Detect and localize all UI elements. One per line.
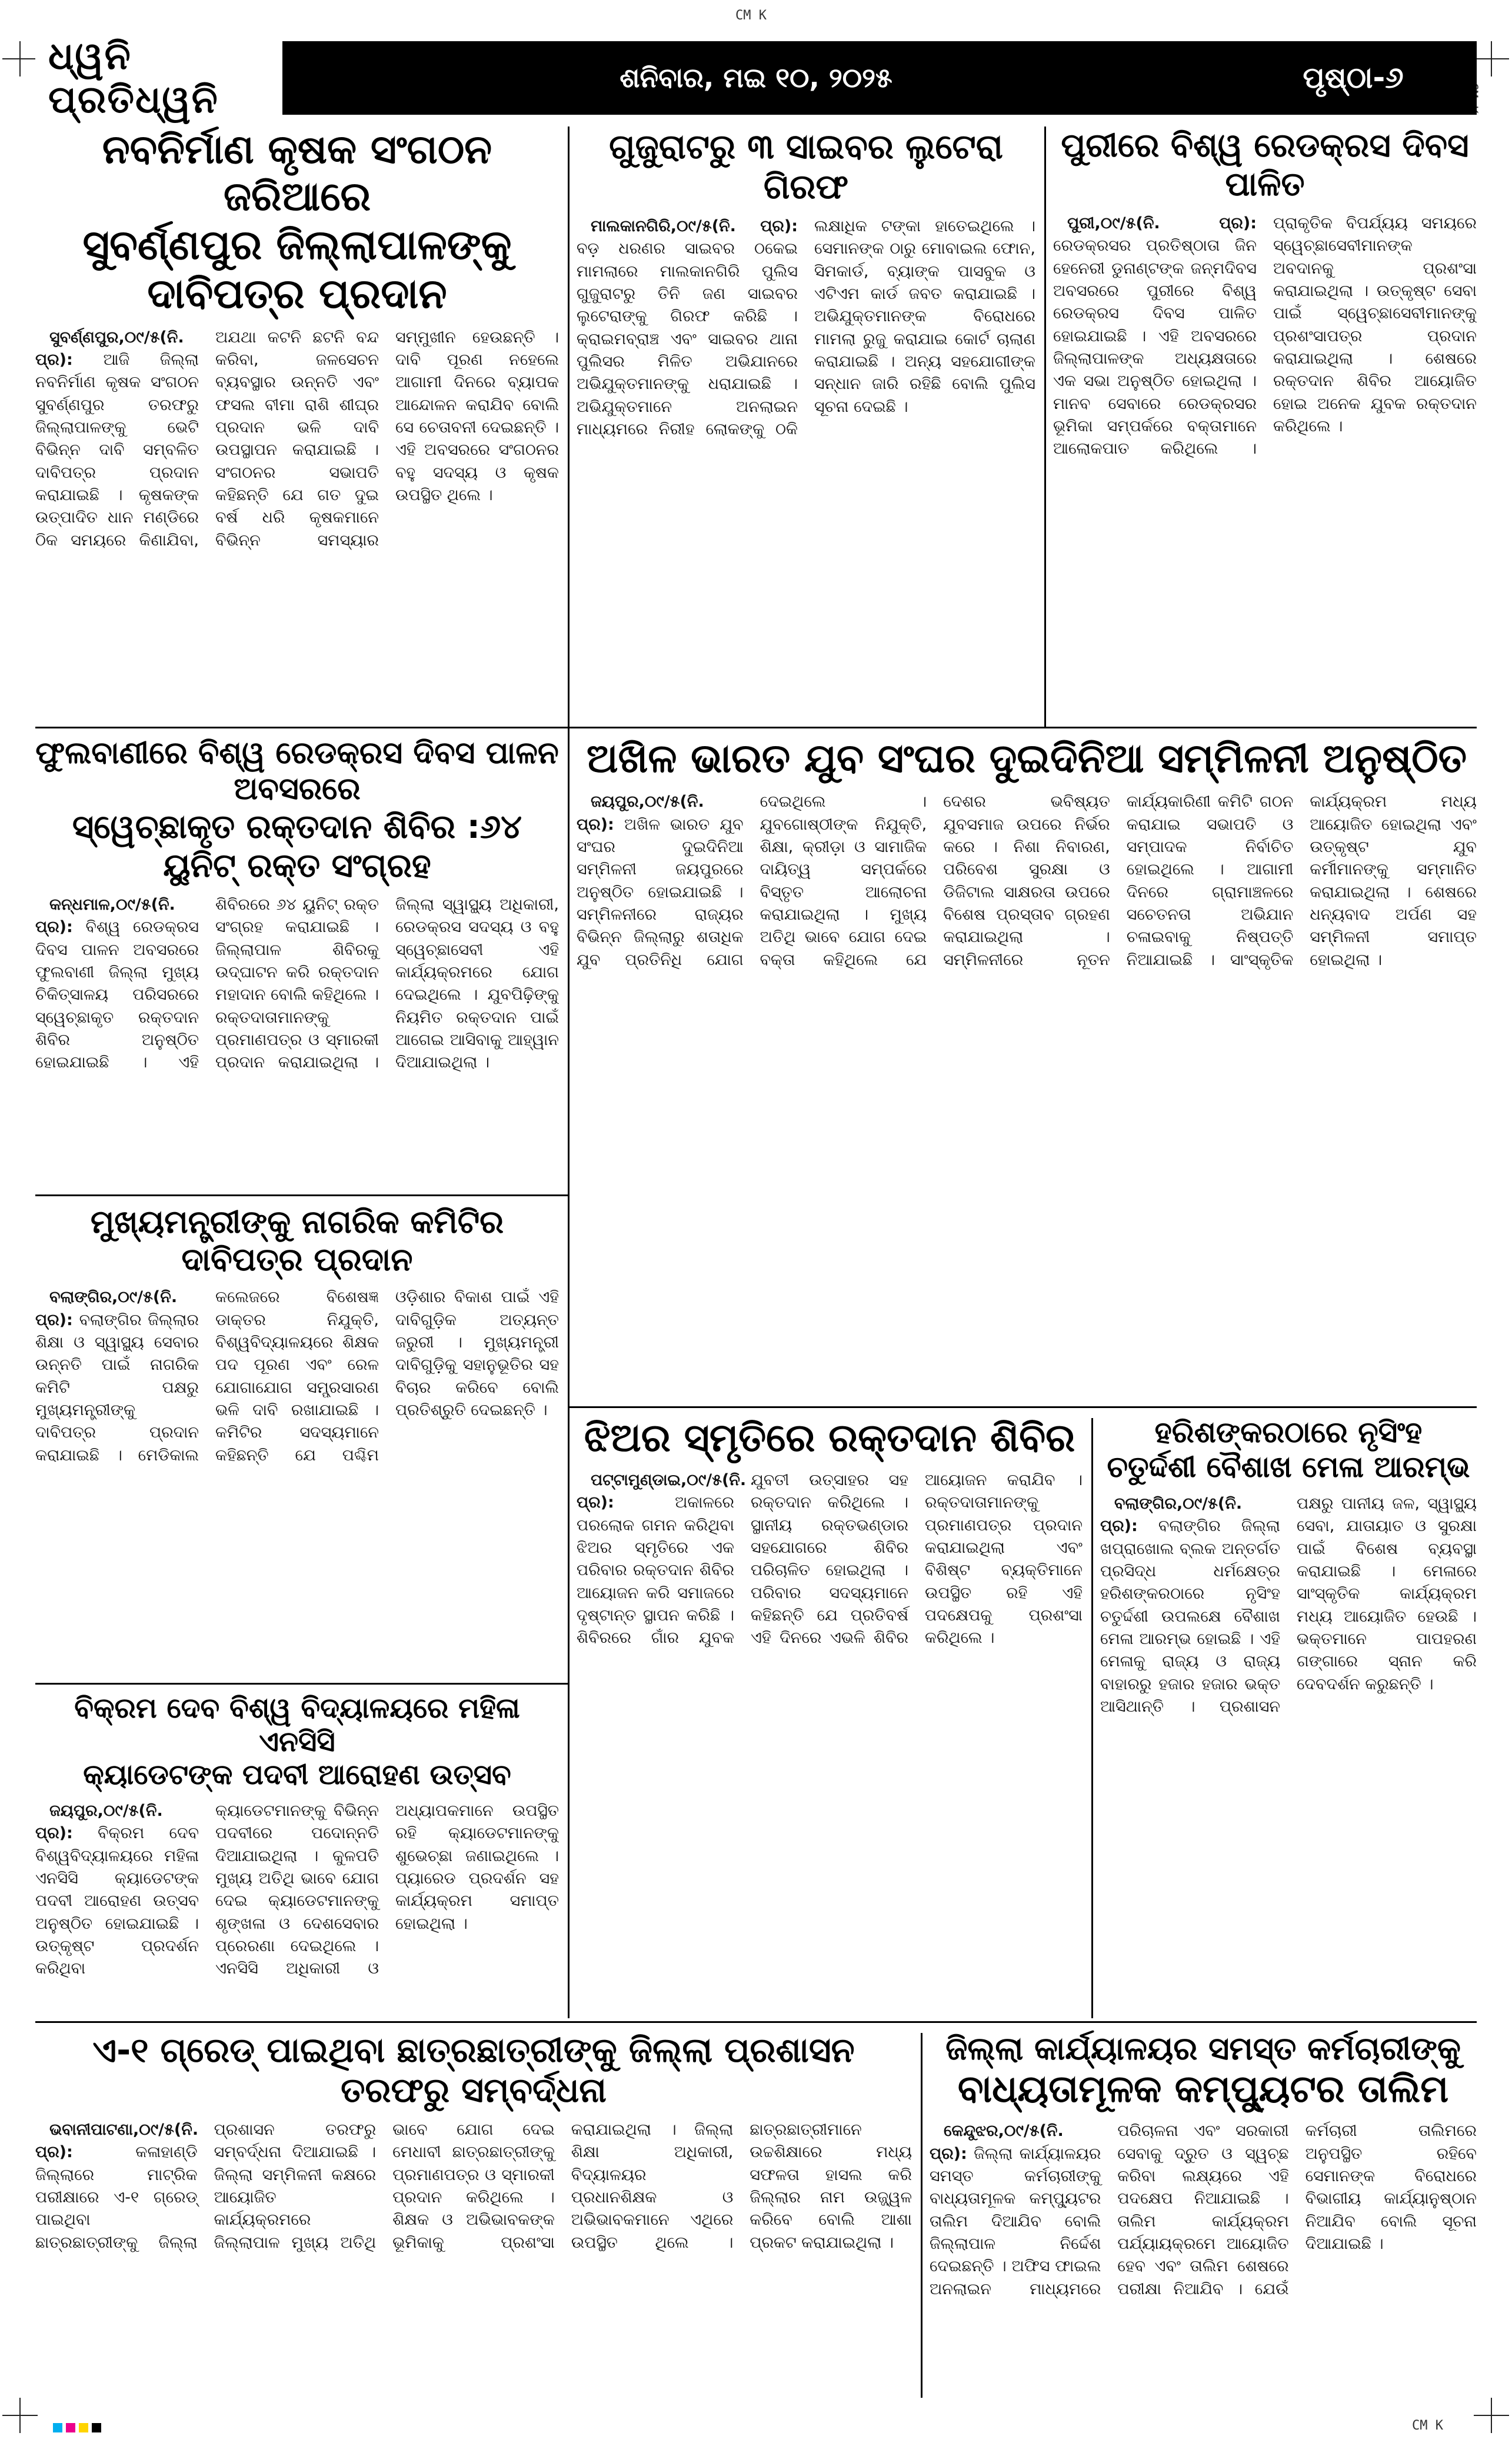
color-swatch-magenta: [66, 2423, 75, 2432]
article-puri-redcross: [1053, 127, 1477, 721]
article-body: [930, 2120, 1477, 2301]
article-text: ବଡ଼ ଧରଣର ସାଇବର ଠକେଇ ମାମଲାରେ ମାଲକାନଗିରି ପୁଲିସ ଗୁଜୁରାଟରୁ ତିନି ଜଣ ସାଇବର ଲୁଟେରାଙ୍କୁ ଗିରଫ କରିଛି । କ୍ରାଇମବ୍ରାଞ୍ଚ ଏବଂ ସାଇବର ଥାନା ପୁଲିସର ମିଳିତ ଅଭିଯାନରେ ଅଭିଯୁକ୍ତମାନଙ୍କୁ ଧରାଯାଇଛି । ଅଭିଯୁକ୍ତମାନେ ଅନଲାଇନ ମାଧ୍ୟମରେ ନିରୀହ ଲୋକଙ୍କୁ ଠକି ଲକ୍ଷାଧିକ ଟଙ୍କା ହାତେଇଥିଲେ । ସେମାନଙ୍କ ଠାରୁ ମୋବାଇଲ ଫୋନ, ସିମକାର୍ଡ, ବ୍ୟାଙ୍କ ପାସବୁକ ଓ ଏଟିଏମ କାର୍ଡ ଜବତ କରାଯାଇଛି । ଅଭିଯୁକ୍ତମାନଙ୍କ ବିରୋଧରେ ମାମଲା ରୁଜୁ କରାଯାଇ କୋର୍ଟ ଚାଲାଣ କରାଯାଇଛି । ଅନ୍ୟ ସହଯୋଗୀଙ୍କ ସନ୍ଧାନ ଜାରି ରହିଛି ବୋଲି ପୁଲିସ ସୂଚନା ଦେଇଛି ।: [577, 217, 1035, 438]
article-body: [577, 791, 1477, 971]
article-citizen-committee: [35, 1203, 559, 1677]
article-body: [35, 894, 559, 1074]
headline-line-2: ସୁବର୍ଣ୍ଣପୁର ଜିଲ୍ଲାପାଳଙ୍କୁ ଦାବିପତ୍ର ପ୍ରଦାନ: [82, 221, 512, 318]
color-swatch-cyan: [53, 2423, 62, 2432]
masthead: [35, 34, 1477, 122]
article-body: [577, 215, 1035, 441]
article-ncc-ceremony: [35, 1692, 559, 2015]
headline: ପୁରୀରେ ବିଶ୍ୱ ରେଡକ୍ରସ ଦିବସ ପାଳିତ: [1061, 127, 1469, 204]
article-text: ରେଡକ୍ରସର ପ୍ରତିଷ୍ଠାତା ଜିନ ହେନେରୀ ଡୁନାଣ୍ଟଙ୍କ ଜନ୍ମଦିବସ ଅବସରରେ ପୁରୀରେ ବିଶ୍ୱ ରେଡକ୍ରସ ଦିବସ ପାଳିତ ହୋଇଯାଇଛି । ଏହି ଅବସରରେ ଜିଲ୍ଲାପାଳଙ୍କ ଅଧ୍ୟକ୍ଷତାରେ ଏକ ସଭା ଅନୁଷ୍ଠିତ ହୋଇଥିଲା । ମାନବ ସେବାରେ ରେଡକ୍ରସର ଭୂମିକା ସମ୍ପର୍କରେ ବକ୍ତାମାନେ ଆଲୋକପାତ କରିଥିଲେ । ପ୍ରାକୃତିକ ବିପର୍ଯ୍ୟୟ ସମୟରେ ସ୍ୱେଚ୍ଛାସେବୀମାନଙ୍କ ଅବଦାନକୁ ପ୍ରଶଂସା କରାଯାଇଥିଲା । ଉତ୍କୃଷ୍ଟ ସେବା ପାଇଁ ସ୍ୱେଚ୍ଛାସେବୀମାନଙ୍କୁ ପ୍ରଶଂସାପତ୍ର ପ୍ରଦାନ କରାଯାଇଥିଲା । ଶେଷରେ ରକ୍ତଦାନ ଶିବିର ଆୟୋଜିତ ହୋଇ ଅନେକ ଯୁବକ ରକ୍ତଦାନ କରିଥିଲେ ।: [1053, 214, 1477, 458]
article-text: ବିକ୍ରମ ଦେବ ବିଶ୍ୱବିଦ୍ୟାଳୟରେ ମହିଳା ଏନସିସି କ୍ୟାଡେଟଙ୍କ ପଦବୀ ଆରୋହଣ ଉତ୍ସବ ଅନୁଷ୍ଠିତ ହୋଇଯାଇଛି । ଉତ୍କୃଷ୍ଟ ପ୍ରଦର୍ଶନ କରିଥିବା କ୍ୟାଡେଟମାନଙ୍କୁ ବିଭିନ୍ନ ପଦବୀରେ ପଦୋନ୍ନତି ଦିଆଯାଇଥିଲା । କୁଳପତି ମୁଖ୍ୟ ଅତିଥି ଭାବେ ଯୋଗ ଦେଇ କ୍ୟାଡେଟମାନଙ୍କୁ ଶୃଙ୍ଖଳା ଓ ଦେଶସେବାର ପ୍ରେରଣା ଦେଇଥିଲେ । ଏନସିସି ଅଧିକାରୀ ଓ ଅଧ୍ୟାପକମାନେ ଉପସ୍ଥିତ ରହି କ୍ୟାଡେଟମାନଙ୍କୁ ଶୁଭେଚ୍ଛା ଜଣାଇଥିଲେ । ପ୍ୟାରେଡ ପ୍ରଦର୍ଶନ ସହ କାର୍ଯ୍ୟକ୍ରମ ସମାପ୍ତ ହୋଇଥିଲା ।: [35, 1801, 559, 1978]
registration-mark-tr: [1474, 41, 1509, 76]
headline: ଜିଲ୍ଲା କାର୍ଯ୍ୟାଳୟର ସମସ୍ତ କର୍ମଚାରୀଙ୍କୁ: [945, 2030, 1461, 2067]
article-farmers-memorandum: [35, 127, 559, 721]
dateline: ମାଲକାନଗିରି,୦୯/୫(ନି. ପ୍ର):: [591, 217, 798, 235]
cmyk-mark-top: CM K: [735, 8, 767, 23]
headline-line-2: କ୍ୟାଡେଟଙ୍କ ପଦବୀ ଆରୋହଣ ଉତ୍ସବ: [83, 1758, 511, 1792]
column-rule: [1044, 127, 1046, 727]
article-text: ବିଶ୍ୱ ରେଡକ୍ରସ ଦିବସ ପାଳନ ଅବସରରେ ଫୁଲବାଣୀ ଜିଲ୍ଲା ମୁଖ୍ୟ ଚିକିତ୍ସାଳୟ ପରିସରରେ ସ୍ୱେଚ୍ଛାକୃତ ରକ୍ତଦାନ ଶିବିର ଅନୁଷ୍ଠିତ ହୋଇଯାଇଛି । ଏହି ଶିବିରରେ ୬୪ ୟୁନିଟ୍ ରକ୍ତ ସଂଗ୍ରହ କରାଯାଇଛି । ଜିଲ୍ଲାପାଳ ଶିବିରକୁ ଉଦ୍‌ଘାଟନ କରି ରକ୍ତଦାନ ମହାଦାନ ବୋଲି କହିଥିଲେ । ରକ୍ତଦାତାମାନଙ୍କୁ ପ୍ରମାଣପତ୍ର ଓ ସ୍ମାରକୀ ପ୍ରଦାନ କରାଯାଇଥିଲା । ଜିଲ୍ଲା ସ୍ୱାସ୍ଥ୍ୟ ଅଧିକାରୀ, ରେଡକ୍ରସ ସଦସ୍ୟ ଓ ବହୁ ସ୍ୱେଚ୍ଛାସେବୀ ଏହି କାର୍ଯ୍ୟକ୍ରମରେ ଯୋଗ ଦେଇଥିଲେ । ଯୁବପିଢ଼ିଙ୍କୁ ନିୟମିତ ରକ୍ତଦାନ ପାଇଁ ଆଗେଇ ଆସିବାକୁ ଆହ୍ୱାନ ଦିଆଯାଇଥିଲା ।: [35, 895, 559, 1072]
headline-line-2: ବାଧ୍ୟତାମୂଳକ କମ୍ପ୍ୟୁଟର ତାଲିମ: [957, 2067, 1449, 2111]
newspaper-logo: [35, 34, 282, 122]
column-rule: [1091, 1418, 1093, 2018]
headline: ମୁଖ୍ୟମନ୍ତ୍ରୀଙ୍କୁ ନାଗରିକ କମିଟିର ଦାବିପତ୍ର ପ୍ରଦାନ: [90, 1203, 504, 1278]
headline: ଏ-୧ ଗ୍ରେଡ୍ ପାଇଥିବା ଛାତ୍ରଛାତ୍ରୀଙ୍କୁ ଜିଲ୍ଲା ପ୍ରଶାସନ ତରଫରୁ ସମ୍ବର୍ଦ୍ଧନା: [92, 2030, 855, 2111]
article-phulbani-blood-donation: [35, 736, 559, 1189]
headline: ଅଖିଳ ଭାରତ ଯୁବ ସଂଘର ଦୁଇଦିନିଆ ସମ୍ମିଳନୀ ଅନୁଷ୍ଠିତ: [586, 736, 1467, 782]
article-youth-conference: [577, 736, 1477, 1400]
article-body: [35, 2119, 912, 2254]
row-rule: [568, 1406, 1477, 1408]
dateline: କେନ୍ଦୁଝର,୦୯/୫(ନି. ପ୍ର):: [930, 2122, 1064, 2163]
article-text: ବଲାଙ୍ଗିର ଜିଲ୍ଲା ଖପ୍ରାଖୋଲ ବ୍ଲକ ଅନ୍ତର୍ଗତ ପ୍ରସିଦ୍ଧ ଧର୍ମକ୍ଷେତ୍ର ହରିଶଙ୍କରଠାରେ ନୃସିଂହ ଚତୁର୍ଦ୍ଦଶୀ ଉପଲକ୍ଷେ ବୈଶାଖ ମେଳା ଆରମ୍ଭ ହୋଇଛି । ଏହି ମେଳାକୁ ରାଜ୍ୟ ଓ ରାଜ୍ୟ ବାହାରରୁ ହଜାର ହଜାର ଭକ୍ତ ଆସିଥାନ୍ତି । ପ୍ରଶାସନ ପକ୍ଷରୁ ପାନୀୟ ଜଳ, ସ୍ୱାସ୍ଥ୍ୟ ସେବା, ଯାତାୟାତ ଓ ସୁରକ୍ଷା ପାଇଁ ବିଶେଷ ବ୍ୟବସ୍ଥା କରାଯାଇଛି । ମେଳାରେ ସାଂସ୍କୃତିକ କାର୍ଯ୍ୟକ୍ରମ ମଧ୍ୟ ଆୟୋଜିତ ହେଉଛି । ଭକ୍ତମାନେ ପାପହରଣ ଗଙ୍ଗାରେ ସ୍ନାନ କରି ଦେବଦର୍ଶନ କରୁଛନ୍ତି ।: [1100, 1495, 1477, 1716]
headline-line-2: ଚତୁର୍ଦ୍ଦଶୀ ବୈଶାଖ ମେଳା ଆରମ୍ଭ: [1107, 1450, 1470, 1484]
article-body: [35, 1800, 559, 1981]
article-text: ଅକାଳରେ ପରଲୋକ ଗମନ କରିଥିବା ଝିଅର ସ୍ମୃତିରେ ଏକ ପରିବାର ରକ୍ତଦାନ ଶିବିର ଆୟୋଜନ କରି ସମାଜରେ ଦୃଷ୍ଟାନ୍ତ ସ୍ଥାପନ କରିଛି । ଶିବିରରେ ଗାଁର ଯୁବକ ଯୁବତୀ ଉତ୍ସାହର ସହ ରକ୍ତଦାନ କରିଥିଲେ । ସ୍ଥାନୀୟ ରକ୍ତଭଣ୍ଡାର ସହଯୋଗରେ ଶିବିର ପରିଚାଳିତ ହୋଇଥିଲା । ପରିବାର ସଦସ୍ୟମାନେ କହିଛନ୍ତି ଯେ ପ୍ରତିବର୍ଷ ଏହି ଦିନରେ ଏଭଳି ଶିବିର ଆୟୋଜନ କରାଯିବ । ରକ୍ତଦାତାମାନଙ୍କୁ ପ୍ରମାଣପତ୍ର ପ୍ରଦାନ କରାଯାଇଥିଲା ଏବଂ ବିଶିଷ୍ଟ ବ୍ୟକ୍ତିମାନେ ଉପସ୍ଥିତ ରହି ଏହି ପଦକ୍ଷେପକୁ ପ୍ରଶଂସା କରିଥିଲେ ।: [577, 1470, 1083, 1648]
dateline: ପଟ୍ଟାମୁଣ୍ଡାଇ,୦୯/୫(ନି. ପ୍ର):: [577, 1470, 747, 1512]
article-text: କଳାହାଣ୍ଡି ଜିଲ୍ଲାରେ ମାଟ୍ରିକ ପରୀକ୍ଷାରେ ଏ-୧ ଗ୍ରେଡ୍ ପାଇଥିବା ଛାତ୍ରଛାତ୍ରୀଙ୍କୁ ଜିଲ୍ଲା ପ୍ରଶାସନ ତରଫରୁ ସମ୍ବର୍ଦ୍ଧନା ଦିଆଯାଇଛି । ଜିଲ୍ଲା ସମ୍ମିଳନୀ କକ୍ଷରେ ଆୟୋଜିତ କାର୍ଯ୍ୟକ୍ରମରେ ଜିଲ୍ଲାପାଳ ମୁଖ୍ୟ ଅତିଥି ଭାବେ ଯୋଗ ଦେଇ ମେଧାବୀ ଛାତ୍ରଛାତ୍ରୀଙ୍କୁ ପ୍ରମାଣପତ୍ର ଓ ସ୍ମାରକୀ ପ୍ରଦାନ କରିଥିଲେ । ଶିକ୍ଷକ ଓ ଅଭିଭାବକଙ୍କ ଭୂମିକାକୁ ପ୍ରଶଂସା କରାଯାଇଥିଲା । ଜିଲ୍ଲା ଶିକ୍ଷା ଅଧିକାରୀ, ବିଦ୍ୟାଳୟର ପ୍ରଧାନଶିକ୍ଷକ ଓ ଅଭିଭାବକମାନେ ଏଥିରେ ଉପସ୍ଥିତ ଥିଲେ । ଛାତ୍ରଛାତ୍ରୀମାନେ ଉଚ୍ଚଶିକ୍ଷାରେ ମଧ୍ୟ ସଫଳତା ହାସଲ କରି ଜିଲ୍ଲାର ନାମ ଉଜ୍ଜ୍ୱଳ କରିବେ ବୋଲି ଆଶା ପ୍ରକଟ କରାଯାଇଥିଲା ।: [35, 2120, 912, 2252]
article-body: [1053, 212, 1477, 461]
article-text: ଆଜି ଜିଲ୍ଲା ନବନିର୍ମାଣ କୃଷକ ସଂଗଠନ ସୁବର୍ଣ୍ଣପୁର ତରଫରୁ ଜିଲ୍ଲାପାଳଙ୍କୁ ଭେଟି ବିଭିନ୍ନ ଦାବି ସମ୍ବଳିତ ଦାବିପତ୍ର ପ୍ରଦାନ କରାଯାଇଛି । କୃଷକଙ୍କ ଉତ୍ପାଦିତ ଧାନ ମଣ୍ଡିରେ ଠିକ ସମୟରେ କିଣାଯିବା, ଅଯଥା କଟନି ଛଟନି ବନ୍ଦ କରିବା, ଜଳସେଚନ ବ୍ୟବସ୍ଥାର ଉନ୍ନତି ଏବଂ ଫସଲ ବୀମା ରାଶି ଶୀଘ୍ର ପ୍ରଦାନ ଭଳି ଦାବି ଉପସ୍ଥାପନ କରାଯାଇଛି । ସଂଗଠନର ସଭାପତି କହିଛନ୍ତି ଯେ ଗତ ଦୁଇ ବର୍ଷ ଧରି କୃଷକମାନେ ବିଭିନ୍ନ ସମସ୍ୟାର ସମ୍ମୁଖୀନ ହେଉଛନ୍ତି । ଦାବି ପୂରଣ ନହେଲେ ଆଗାମୀ ଦିନରେ ବ୍ୟାପକ ଆନ୍ଦୋଳନ କରାଯିବ ବୋଲି ସେ ଚେତାବନୀ ଦେଇଛନ୍ତି । ଏହି ଅବସରରେ ସଂଗଠନର ବହୁ ସଦସ୍ୟ ଓ କୃଷକ ଉପସ୍ଥିତ ଥିଲେ ।: [35, 328, 559, 550]
registration-mark-tl: [2, 41, 38, 76]
article-computer-training: [930, 2030, 1477, 2401]
row-rule: [35, 1194, 568, 1196]
issue-date: ଶନିବାର, ମଇ ୧୦, ୨୦୨୫: [620, 61, 892, 94]
row-rule: [568, 727, 1477, 728]
headline: ଫୁଲବାଣୀରେ ବିଶ୍ୱ ରେଡକ୍ରସ ଦିବସ ପାଳନ ଅବସରରେ: [35, 736, 559, 807]
dateline: ଜୟପୁର,୦୯/୫(ନି. ପ୍ର):: [577, 793, 704, 834]
article-text: ବଲାଙ୍ଗିର ଜିଲ୍ଲାର ଶିକ୍ଷା ଓ ସ୍ୱାସ୍ଥ୍ୟ ସେବାର ଉନ୍ନତି ପାଇଁ ନାଗରିକ କମିଟି ପକ୍ଷରୁ ମୁଖ୍ୟମନ୍ତ୍ରୀଙ୍କୁ ଦାବିପତ୍ର ପ୍ରଦାନ କରାଯାଇଛି । ମେଡିକାଲ କଲେଜରେ ବିଶେଷଜ୍ଞ ଡାକ୍ତର ନିଯୁକ୍ତି, ବିଶ୍ୱବିଦ୍ୟାଳୟରେ ଶିକ୍ଷକ ପଦ ପୂରଣ ଏବଂ ରେଳ ଯୋଗାଯୋଗ ସମ୍ପ୍ରସାରଣ ଭଳି ଦାବି ରଖାଯାଇଛି । କମିଟିର ସଦସ୍ୟମାନେ କହିଛନ୍ତି ଯେ ପଶ୍ଚିମ ଓଡ଼ିଶାର ବିକାଶ ପାଇଁ ଏହି ଦାବିଗୁଡ଼ିକ ଅତ୍ୟନ୍ତ ଜରୁରୀ । ମୁଖ୍ୟମନ୍ତ୍ରୀ ଦାବିଗୁଡ଼ିକୁ ସହାନୁଭୂତିର ସହ ବିଚାର କରିବେ ବୋଲି ପ୍ରତିଶ୍ରୁତି ଦେଇଛନ୍ତି ।: [35, 1288, 559, 1465]
dateline: ବଲାଙ୍ଗିର,୦୯/୫(ନି. ପ୍ର):: [35, 1288, 178, 1329]
row-rule: [35, 2021, 1477, 2023]
article-body: [577, 1469, 1083, 1650]
column-rule: [568, 738, 570, 2018]
article-text: ଅଖିଳ ଭାରତ ଯୁବ ସଂଘର ଦୁଇଦିନିଆ ସମ୍ମିଳନୀ ଜୟପୁରରେ ଅନୁଷ୍ଠିତ ହୋଇଯାଇଛି । ସମ୍ମିଳନୀରେ ରାଜ୍ୟର ବିଭିନ୍ନ ଜିଲ୍ଲାରୁ ଶତାଧିକ ଯୁବ ପ୍ରତିନିଧି ଯୋଗ ଦେଇଥିଲେ । ଯୁବଗୋଷ୍ଠୀଙ୍କ ନିଯୁକ୍ତି, ଶିକ୍ଷା, କ୍ରୀଡ଼ା ଓ ସାମାଜିକ ଦାୟିତ୍ୱ ସମ୍ପର୍କରେ ବିସ୍ତୃତ ଆଲୋଚନା କରାଯାଇଥିଲା । ମୁଖ୍ୟ ଅତିଥି ଭାବେ ଯୋଗ ଦେଇ ବକ୍ତା କହିଥିଲେ ଯେ ଦେଶର ଭବିଷ୍ୟତ ଯୁବସମାଜ ଉପରେ ନିର୍ଭର କରେ । ନିଶା ନିବାରଣ, ପରିବେଶ ସୁରକ୍ଷା ଓ ଡିଜିଟାଲ ସାକ୍ଷରତା ଉପରେ ବିଶେଷ ପ୍ରସ୍ତାବ ଗ୍ରହଣ କରାଯାଇଥିଲା । ସମ୍ମିଳନୀରେ ନୂତନ କାର୍ଯ୍ୟକାରିଣୀ କମିଟି ଗଠନ କରାଯାଇ ସଭାପତି ଓ ସମ୍ପାଦକ ନିର୍ବାଚିତ ହୋଇଥିଲେ । ଆଗାମୀ ଦିନରେ ଗ୍ରାମାଞ୍ଚଳରେ ସଚେତନତା ଅଭିଯାନ ଚଳାଇବାକୁ ନିଷ୍ପତ୍ତି ନିଆଯାଇଛି । ସାଂସ୍କୃତିକ କାର୍ଯ୍ୟକ୍ରମ ମଧ୍ୟ ଆୟୋଜିତ ହୋଇଥିଲା ଏବଂ ଉତ୍କୃଷ୍ଟ ଯୁବ କର୍ମୀମାନଙ୍କୁ ସମ୍ମାନିତ କରାଯାଇଥିଲା । ଶେଷରେ ଧନ୍ୟବାଦ ଅର୍ପଣ ସହ ସମ୍ମିଳନୀ ସମାପ୍ତ ହୋଇଥିଲା ।: [577, 793, 1477, 969]
page-number: ପୃଷ୍ଠା-୬: [1303, 61, 1404, 95]
article-cyber-arrest: [577, 127, 1035, 721]
dateline: ପୁରୀ,୦୯/୫(ନି. ପ୍ର):: [1067, 214, 1257, 233]
cmyk-mark-bottom: CM K: [1412, 2418, 1443, 2433]
row-rule: [35, 727, 568, 728]
article-body: [1100, 1493, 1477, 1718]
dateline: ବଲାଙ୍ଗିର,୦୯/୫(ନି. ପ୍ର):: [1100, 1495, 1243, 1536]
dateline: ଜୟପୁର,୦୯/୫(ନି. ପ୍ର):: [35, 1801, 163, 1843]
dateline: ସୁବର୍ଣ୍ଣପୁର,୦୯/୫(ନି. ପ୍ର):: [35, 328, 184, 369]
color-bar: [53, 2423, 101, 2432]
dateline: ଭବାନୀପାଟଣା,୦୯/୫(ନି. ପ୍ର):: [35, 2120, 199, 2162]
article-body: [35, 1286, 559, 1467]
row-rule: [35, 1683, 568, 1685]
headline-line-2: ସ୍ୱେଚ୍ଛାକୃତ ରକ୍ତଦାନ ଶିବିର :୬୪ ୟୁନିଟ୍ ରକ୍ତ ସଂଗ୍ରହ: [72, 807, 522, 885]
article-harishankar-fair: [1100, 1415, 1477, 2015]
color-swatch-yellow: [79, 2423, 88, 2432]
headline: ନବନିର୍ମାଣ କୃଷକ ସଂଗଠନ ଜରିଆରେ: [102, 127, 492, 221]
headline: ଝିଅର ସ୍ମୃତିରେ ରକ୍ତଦାନ ଶିବିର: [584, 1415, 1075, 1460]
logo-text: ଧ୍ୱନି ପ୍ରତିଧ୍ୱନି: [35, 34, 280, 123]
registration-mark-bl: [2, 2398, 38, 2433]
column-rule: [921, 2033, 922, 2398]
headline: ହରିଶଙ୍କରଠାରେ ନୃସିଂହ: [1154, 1415, 1423, 1449]
color-swatch-black: [92, 2423, 101, 2432]
article-body: [35, 327, 559, 552]
article-a1-grade-felicitation: [35, 2030, 912, 2401]
dateline: କନ୍ଧମାଳ,୦୯/୫(ନି. ପ୍ର):: [35, 895, 175, 937]
headline: ବିକ୍ରମ ଦେବ ବିଶ୍ୱ ବିଦ୍ୟାଳୟରେ ମହିଳା ଏନସିସି: [74, 1692, 520, 1758]
registration-mark-br: [1474, 2398, 1509, 2433]
article-text: ଜିଲ୍ଲା କାର୍ଯ୍ୟାଳୟର ସମସ୍ତ କର୍ମଚାରୀଙ୍କୁ ବାଧ୍ୟତାମୂଳକ କମ୍ପ୍ୟୁଟର ତାଲିମ ଦିଆଯିବ ବୋଲି ଜିଲ୍ଲାପାଳ ନିର୍ଦ୍ଦେଶ ଦେଇଛନ୍ତି । ଅଫିସ ଫାଇଲ ଅନଲାଇନ ମାଧ୍ୟମରେ ପରିଚାଳନା ଏବଂ ସରକାରୀ ସେବାକୁ ଦ୍ରୁତ ଓ ସ୍ୱଚ୍ଛ କରିବା ଲକ୍ଷ୍ୟରେ ଏହି ପଦକ୍ଷେପ ନିଆଯାଇଛି । ତାଲିମ କାର୍ଯ୍ୟକ୍ରମ ପର୍ଯ୍ୟାୟକ୍ରମେ ଆୟୋଜିତ ହେବ ଏବଂ ତାଲିମ ଶେଷରେ ପରୀକ୍ଷା ନିଆଯିବ । ଯେଉଁ କର୍ମଚାରୀ ତାଲିମରେ ଅନୁପସ୍ଥିତ ରହିବେ ସେମାନଙ୍କ ବିରୋଧରେ ବିଭାଗୀୟ କାର୍ଯ୍ୟାନୁଷ୍ଠାନ ନିଆଯିବ ବୋଲି ସୂଚନା ଦିଆଯାଇଛି ।: [930, 2122, 1477, 2298]
article-memorial-blood-camp: [577, 1415, 1083, 2015]
headline: ଗୁଜୁରାଟରୁ ୩ ସାଇବର ଲୁଟେରା ଗିରଫ: [609, 127, 1003, 207]
